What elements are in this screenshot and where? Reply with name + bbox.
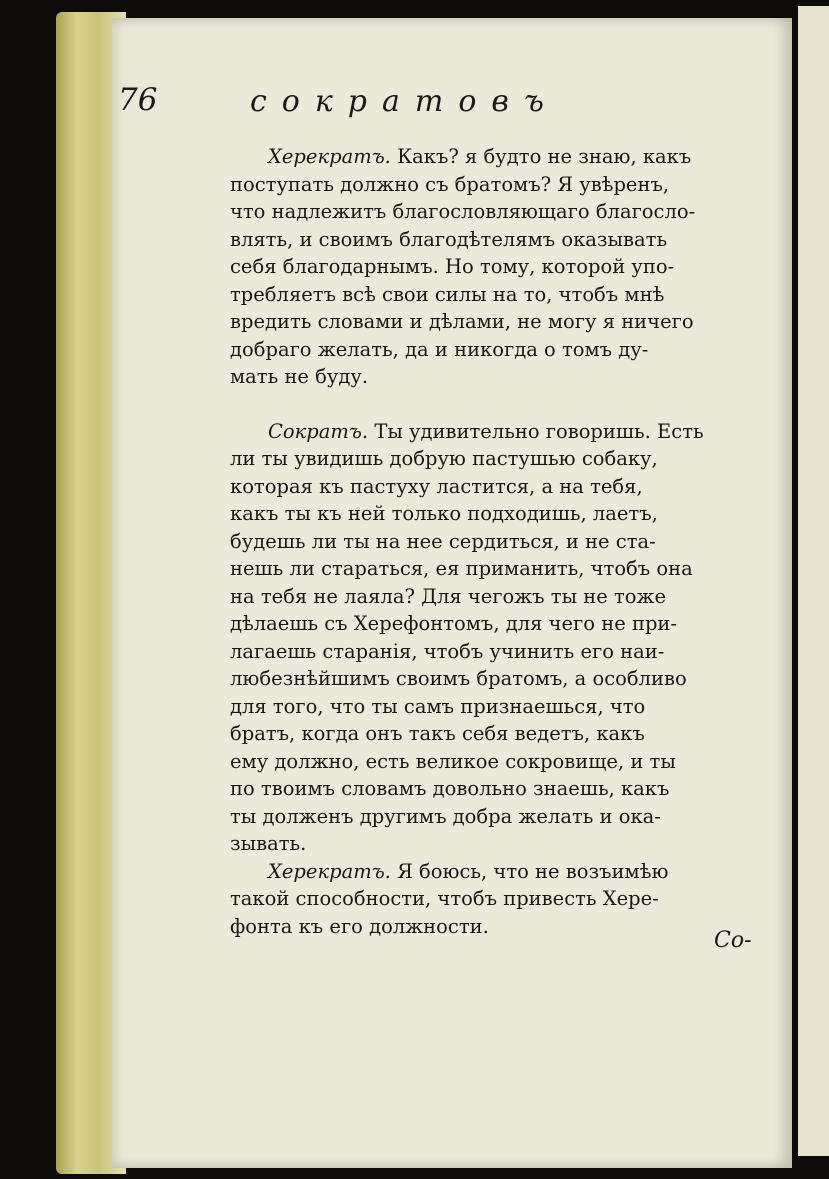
text-line: фонта къ его должности. bbox=[230, 914, 489, 938]
text-line: которая къ пастуху ластится, а на тебя, bbox=[230, 474, 643, 498]
paragraph-3 bbox=[230, 858, 750, 941]
page-header bbox=[118, 82, 638, 132]
text-line: для того, что ты самъ признаешься, что bbox=[230, 694, 646, 718]
paragraph-gap bbox=[230, 391, 750, 418]
speaker-name: Херекратъ. bbox=[268, 859, 391, 883]
text-line: влять, и своимъ благодѣтелямъ оказывать bbox=[230, 227, 668, 251]
page-number: 76 bbox=[118, 82, 158, 118]
paragraph-2 bbox=[230, 418, 750, 858]
speaker-name: Херекратъ. bbox=[268, 145, 391, 168]
line-text: Я боюсь, что не возъимѣю bbox=[397, 859, 669, 883]
text-line: любезнѣйшимъ своимъ братомъ, а особливо bbox=[230, 667, 687, 690]
line-text: Ты удивительно говоришь. Есть bbox=[374, 419, 704, 443]
text-line: требляетъ всѣ свои силы на то, чтобъ мнѣ bbox=[230, 282, 665, 306]
text-line: мать не буду. bbox=[230, 365, 369, 388]
text-line bbox=[230, 143, 750, 171]
text-line: какъ ты къ ней только подходишь, лаетъ, bbox=[230, 502, 658, 525]
text-line bbox=[230, 858, 750, 886]
text-line: ли ты увидишь добрую пастушью собаку, bbox=[230, 447, 658, 470]
adjacent-page-edge bbox=[798, 6, 829, 1156]
text-line: лагаешь старанія, чтобъ учинить его наи- bbox=[230, 639, 665, 663]
text-line: по твоимъ словамъ довольно знаешь, какъ bbox=[230, 777, 670, 800]
text-line: себя благодарнымъ. Но тому, которой упо- bbox=[230, 255, 675, 278]
catchword: Со- bbox=[714, 928, 752, 953]
text-line: братъ, когда онъ такъ себя ведетъ, какъ bbox=[230, 722, 645, 745]
text-line bbox=[230, 418, 750, 446]
running-title: сократовъ bbox=[250, 84, 559, 119]
text-line: будешь ли ты на нее сердиться, и не ста- bbox=[230, 529, 656, 553]
text-line: дѣлаешь съ Херефонтомъ, для чего не при- bbox=[230, 612, 678, 635]
page-text bbox=[230, 143, 750, 940]
text-line: нешь ли стараться, ея приманить, чтобъ она bbox=[230, 557, 693, 580]
text-line: поступать должно съ братомъ? Я увѣренъ, bbox=[230, 172, 670, 196]
line-text: Какъ? я будто не знаю, какъ bbox=[397, 145, 692, 168]
text-line: на тебя не лаяла? Для чегожъ ты не тоже bbox=[230, 584, 667, 608]
speaker-name: Сократъ. bbox=[268, 419, 369, 443]
text-line: добраго желать, да и никогда о томъ ду- bbox=[230, 337, 649, 361]
paragraph-1 bbox=[230, 143, 750, 391]
text-line: ты долженъ другимъ добра желать и ока- bbox=[230, 804, 661, 828]
text-line: ему должно, есть великое сокровище, и ты bbox=[230, 749, 676, 773]
text-line: зывать. bbox=[230, 832, 307, 855]
text-line: что надлежитъ благословляющаго благосло- bbox=[230, 200, 696, 223]
text-line: вредить словами и дѣлами, не могу я ничего bbox=[230, 310, 694, 333]
text-line: такой способности, чтобъ привесть Хере- bbox=[230, 887, 659, 910]
